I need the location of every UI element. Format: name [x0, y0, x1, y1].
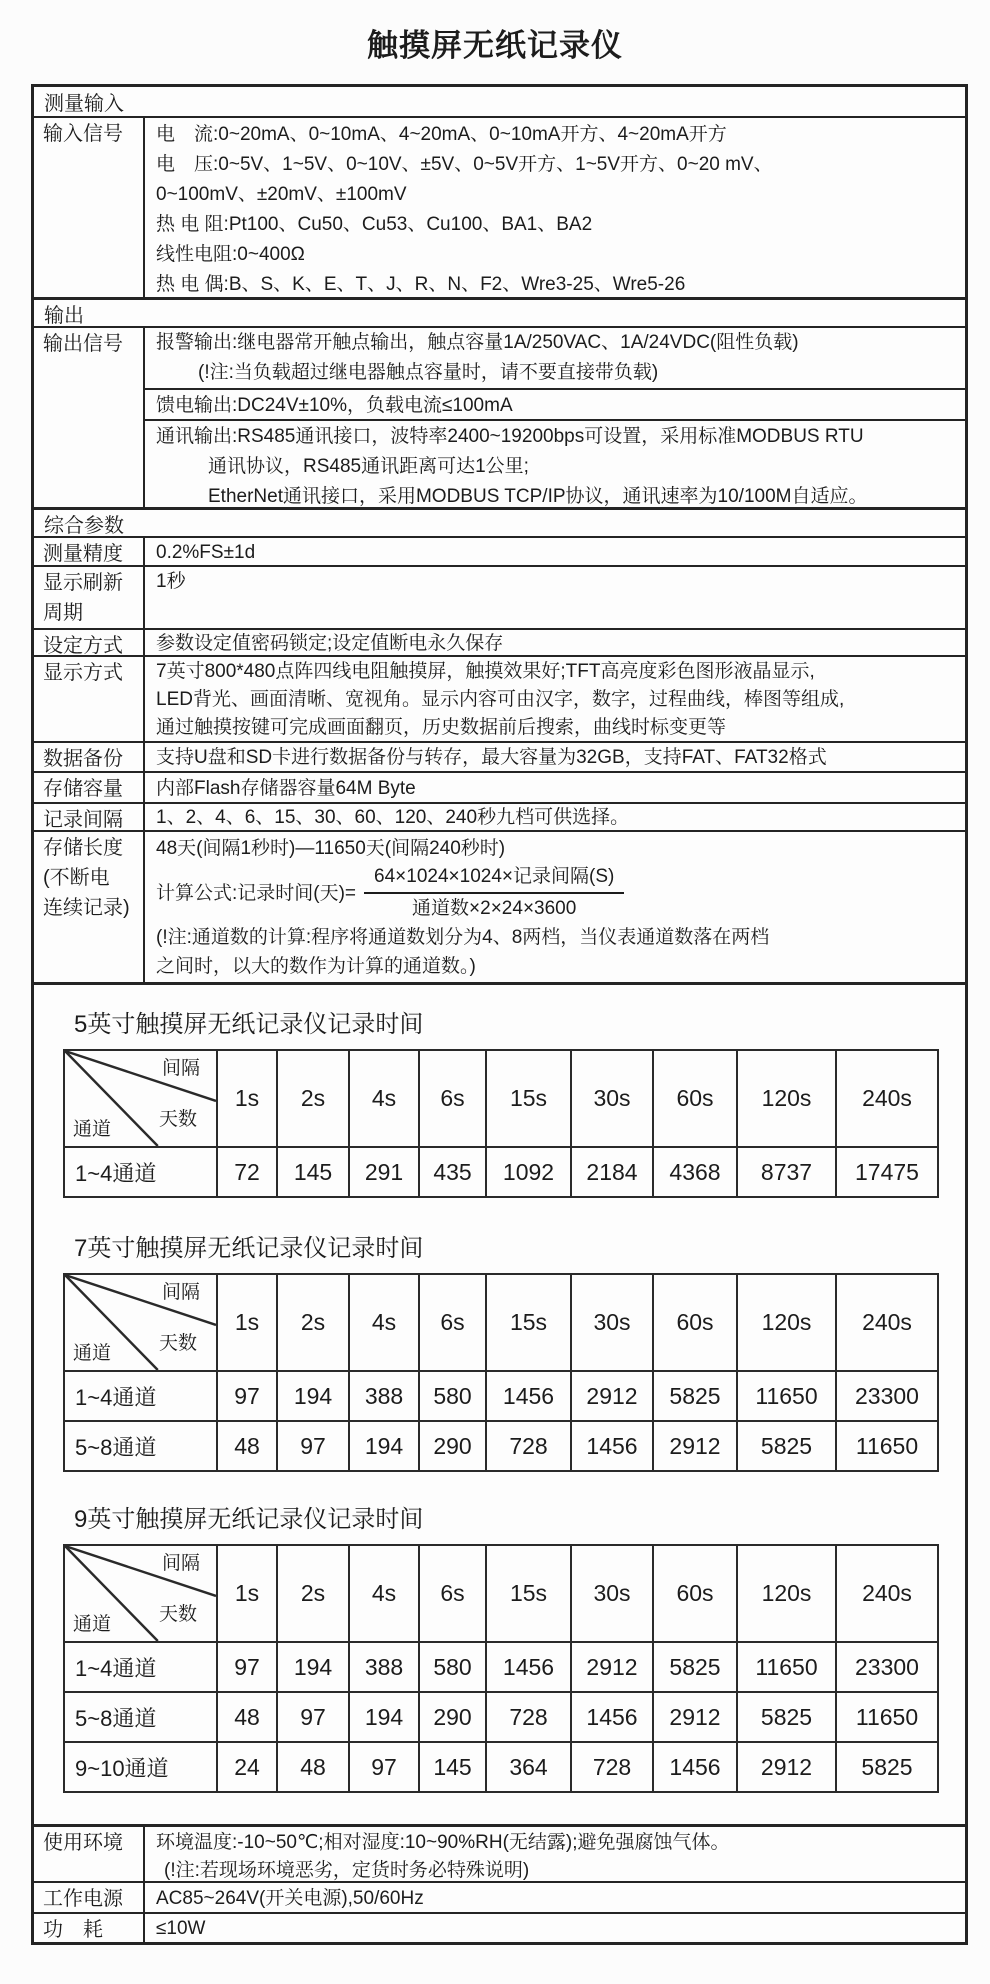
spec-label: 输入信号: [34, 118, 145, 297]
corner-days-label: 天数: [159, 1604, 198, 1625]
record-cell: 388: [349, 1642, 419, 1692]
col-header: 120s: [737, 1274, 836, 1371]
spec-label: 存储容量: [34, 773, 145, 802]
label-line: 存储长度: [43, 837, 123, 859]
row-power-consumption: [34, 1912, 965, 1942]
record-cell: 1092: [486, 1147, 571, 1197]
spec-label: [34, 832, 145, 982]
record-row: [64, 1742, 938, 1792]
record-time-formula: [156, 863, 957, 923]
formula-numerator: 64×1024×1024×记录间隔(S): [364, 864, 624, 894]
alarm-output-subrow: [145, 328, 965, 388]
spec-label: 功 耗: [34, 1914, 145, 1942]
record-cell: 580: [419, 1642, 486, 1692]
spec-label: [34, 567, 145, 628]
record-row: [64, 1642, 938, 1692]
record-cell: 5825: [836, 1742, 938, 1792]
spec-value: 0.2%FS±1d: [156, 542, 256, 563]
col-header: 15s: [486, 1050, 571, 1147]
spec-label: 工作电源: [34, 1883, 145, 1912]
record-cell: 2912: [571, 1642, 653, 1692]
record-cell: 728: [571, 1742, 653, 1792]
formula-denominator: 通道数×2×24×3600: [412, 898, 577, 919]
environment-line: 环境温度:-10~50℃;相对湿度:10~90%RH(无结露);避免强腐蚀气体。: [156, 1832, 730, 1853]
row-setting-mode: [34, 628, 965, 655]
environment-note: (!注:若现场环境恶劣，定货时务必特殊说明): [164, 1860, 530, 1881]
spec-label: 输出信号: [34, 328, 145, 507]
comm-output-subrow: [145, 419, 965, 507]
input-line: 电 压:0~5V、1~5V、0~10V、±5V、0~5V开方、1~5V开方、0~20 mV、: [156, 154, 773, 175]
row-power-supply: [34, 1881, 965, 1912]
spec-label: 测量精度: [34, 538, 145, 565]
col-header: 30s: [571, 1545, 653, 1642]
record-cell: 194: [349, 1692, 419, 1742]
record-table-7inch: [63, 1273, 939, 1472]
row-input-signal: [34, 116, 965, 297]
corner-interval-label: 间隔: [162, 1553, 201, 1574]
record-cell: 194: [277, 1642, 349, 1692]
record-cell: 364: [486, 1742, 571, 1792]
section-header-output: [34, 297, 965, 326]
spec-value: [145, 1827, 965, 1881]
display-line: 通过触摸按键可完成画面翻页，历史数据前后搜索，曲线时标变更等: [156, 717, 727, 738]
section-label: 输出: [44, 304, 84, 327]
corner-channel-label: 通道: [73, 1614, 112, 1635]
record-cell: 72: [217, 1147, 277, 1197]
row-record-interval: [34, 802, 965, 830]
record-cell: 23300: [836, 1642, 938, 1692]
record-cell: 97: [217, 1642, 277, 1692]
record-time-tables-cell: [34, 982, 965, 1824]
record-table-title-9inch: 9英寸触摸屏无纸记录仪记录时间: [74, 1506, 424, 1533]
record-table-title-7inch: 7英寸触摸屏无纸记录仪记录时间: [74, 1235, 424, 1262]
spec-value: 支持U盘和SD卡进行数据备份与转存，最大容量为32GB，支持FAT、FAT32格式: [156, 747, 827, 768]
corner-interval-label: 间隔: [162, 1282, 201, 1303]
formula-prefix: 计算公式:记录时间(天)=: [156, 882, 357, 904]
input-line: 线性电阻:0~400Ω: [156, 244, 305, 265]
col-header: 240s: [836, 1545, 938, 1642]
record-cell: 2912: [571, 1371, 653, 1421]
col-header: 6s: [419, 1050, 486, 1147]
storage-range: 48天(间隔1秒时)—11650天(间隔240秒时): [156, 838, 506, 859]
record-cell: 728: [486, 1692, 571, 1742]
record-row: [64, 1371, 938, 1421]
record-cell: 2912: [653, 1692, 737, 1742]
corner-channel-label: 通道: [73, 1343, 112, 1364]
spec-value: [145, 118, 965, 297]
comm-line: 通讯协议，RS485通讯距离可达1公里;: [208, 456, 529, 477]
label-line: 周期: [43, 602, 83, 624]
row-label: 9~10通道: [64, 1742, 217, 1792]
spec-label: 显示方式: [34, 657, 145, 741]
corner-channel-label: 通道: [73, 1119, 112, 1140]
record-cell: 97: [217, 1371, 277, 1421]
corner-days-label: 天数: [159, 1333, 198, 1354]
spec-label: 使用环境: [34, 1827, 145, 1881]
display-line: LED背光、画面清晰、宽视角。显示内容可由汉字，数字，过程曲线，棒图等组成,: [156, 689, 845, 710]
input-line: 0~100mV、±20mV、±100mV: [156, 184, 407, 205]
col-header: 1s: [217, 1050, 277, 1147]
record-cell: 48: [217, 1421, 277, 1471]
col-header: 15s: [486, 1274, 571, 1371]
alarm-line: 报警输出:继电器常开触点输出，触点容量1A/250VAC、1A/24VDC(阻性负载): [156, 332, 799, 353]
diagonal-header-cell: [64, 1050, 217, 1147]
record-cell: 8737: [737, 1147, 836, 1197]
row-accuracy: [34, 536, 965, 565]
row-label: 1~4通道: [64, 1642, 217, 1692]
section-header-measure-input: [34, 87, 965, 116]
alarm-note: (!注:当负载超过继电器触点容量时，请不要直接带负载): [198, 362, 659, 383]
col-header: 6s: [419, 1274, 486, 1371]
spec-label: 设定方式: [34, 630, 145, 655]
row-data-backup: [34, 741, 965, 771]
col-header: 60s: [653, 1050, 737, 1147]
col-header: 30s: [571, 1050, 653, 1147]
record-row: [64, 1421, 938, 1471]
input-line: 热 电 偶:B、S、K、E、T、J、R、N、F2、Wre3-25、Wre5-26: [156, 274, 686, 295]
row-storage-length: [34, 830, 965, 982]
col-header: 240s: [836, 1274, 938, 1371]
record-cell: 291: [349, 1147, 419, 1197]
row-label: 1~4通道: [64, 1371, 217, 1421]
record-cell: 1456: [486, 1642, 571, 1692]
col-header: 4s: [349, 1274, 419, 1371]
record-cell: 97: [349, 1742, 419, 1792]
record-cell: 97: [277, 1421, 349, 1471]
row-display-mode: [34, 655, 965, 741]
col-header: 240s: [836, 1050, 938, 1147]
spec-value: 参数设定值密码锁定;设定值断电永久保存: [156, 633, 504, 654]
record-cell: 17475: [836, 1147, 938, 1197]
record-cell: 23300: [836, 1371, 938, 1421]
record-row: [64, 1147, 938, 1197]
record-cell: 388: [349, 1371, 419, 1421]
spec-value: [145, 657, 965, 741]
record-table-5inch: [63, 1049, 939, 1198]
col-header: 120s: [737, 1050, 836, 1147]
col-header: 1s: [217, 1545, 277, 1642]
row-environment: [34, 1824, 965, 1881]
record-cell: 11650: [737, 1642, 836, 1692]
record-cell: 580: [419, 1371, 486, 1421]
record-cell: 194: [349, 1421, 419, 1471]
col-header: 2s: [277, 1274, 349, 1371]
spec-label: 数据备份: [34, 743, 145, 771]
spec-label: 记录间隔: [34, 804, 145, 830]
record-cell: 24: [217, 1742, 277, 1792]
page-title: 触摸屏无纸记录仪: [367, 28, 623, 63]
record-cell: 11650: [836, 1692, 938, 1742]
spec-value: ≤10W: [156, 1918, 206, 1939]
comm-line: 通讯输出:RS485通讯接口，波特率2400~19200bps可设置，采用标准MODBUS RTU: [156, 426, 864, 447]
col-header: 120s: [737, 1545, 836, 1642]
row-storage-capacity: [34, 771, 965, 802]
record-cell: 194: [277, 1371, 349, 1421]
spec-value: 1、2、4、6、15、30、60、120、240秒九档可供选择。: [156, 807, 630, 828]
record-cell: 1456: [486, 1371, 571, 1421]
record-cell: 1456: [571, 1421, 653, 1471]
record-cell: 11650: [836, 1421, 938, 1471]
row-output-signal: [34, 326, 965, 507]
record-table-title-5inch: 5英寸触摸屏无纸记录仪记录时间: [74, 1011, 424, 1038]
col-header: 30s: [571, 1274, 653, 1371]
record-cell: 11650: [737, 1371, 836, 1421]
display-line: 7英寸800*480点阵四线电阻触摸屏，触摸效果好;TFT高亮度彩色图形液晶显示,: [156, 661, 815, 682]
record-table-9inch: [63, 1544, 939, 1793]
formula-fraction: [364, 864, 624, 922]
record-cell: 97: [277, 1692, 349, 1742]
col-header: 60s: [653, 1545, 737, 1642]
col-header: 1s: [217, 1274, 277, 1371]
corner-days-label: 天数: [159, 1109, 198, 1130]
diagonal-header-cell: [64, 1545, 217, 1642]
record-cell: 728: [486, 1421, 571, 1471]
record-cell: 145: [277, 1147, 349, 1197]
section-label: 测量输入: [44, 93, 124, 115]
col-header: 4s: [349, 1050, 419, 1147]
record-cell: 2912: [737, 1742, 836, 1792]
record-cell: 48: [277, 1742, 349, 1792]
record-cell: 5825: [737, 1421, 836, 1471]
spec-value: AC85~264V(开关电源),50/60Hz: [156, 1888, 424, 1909]
label-line: (不断电: [43, 867, 110, 889]
input-line: 热 电 阻:Pt100、Cu50、Cu53、Cu100、BA1、BA2: [156, 214, 593, 235]
storage-note: (!注:通道数的计算:程序将通道数划分为4、8两档，当仪表通道数落在两档: [156, 927, 770, 948]
spec-value: [145, 832, 965, 982]
label-line: 显示刷新: [43, 572, 123, 594]
record-cell: 145: [419, 1742, 486, 1792]
record-row: [64, 1692, 938, 1742]
corner-interval-label: 间隔: [162, 1058, 201, 1079]
row-label: 5~8通道: [64, 1692, 217, 1742]
row-refresh-cycle: [34, 565, 965, 628]
spec-value: 内部Flash存储器容量64M Byte: [156, 778, 416, 799]
record-cell: 2912: [653, 1421, 737, 1471]
col-header: 4s: [349, 1545, 419, 1642]
diagonal-header-cell: [64, 1274, 217, 1371]
input-line: 电 流:0~20mA、0~10mA、4~20mA、0~10mA开方、4~20mA开方: [156, 124, 727, 145]
record-cell: 5825: [653, 1642, 737, 1692]
storage-note: 之间时，以大的数作为计算的通道数。): [156, 956, 476, 977]
record-cell: 2184: [571, 1147, 653, 1197]
col-header: 15s: [486, 1545, 571, 1642]
record-cell: 5825: [737, 1692, 836, 1742]
record-cell: 1456: [571, 1692, 653, 1742]
record-cell: 290: [419, 1421, 486, 1471]
label-line: 连续记录): [43, 897, 130, 919]
row-label: 1~4通道: [64, 1147, 217, 1197]
spec-value: 1秒: [156, 571, 186, 592]
record-cell: 1456: [653, 1742, 737, 1792]
spec-table: [31, 84, 968, 1945]
record-cell: 435: [419, 1147, 486, 1197]
col-header: 60s: [653, 1274, 737, 1371]
spec-value: [145, 328, 965, 507]
feed-output-subrow: [145, 388, 965, 419]
col-header: 2s: [277, 1545, 349, 1642]
row-label: 5~8通道: [64, 1421, 217, 1471]
comm-line: EtherNet通讯接口，采用MODBUS TCP/IP协议，通讯速率为10/100M自适应。: [208, 486, 868, 507]
feed-line: 馈电输出:DC24V±10%，负载电流≤100mA: [156, 395, 513, 416]
record-cell: 48: [217, 1692, 277, 1742]
record-cell: 290: [419, 1692, 486, 1742]
record-cell: 5825: [653, 1371, 737, 1421]
record-cell: 4368: [653, 1147, 737, 1197]
col-header: 6s: [419, 1545, 486, 1642]
section-label: 综合参数: [44, 514, 124, 537]
col-header: 2s: [277, 1050, 349, 1147]
